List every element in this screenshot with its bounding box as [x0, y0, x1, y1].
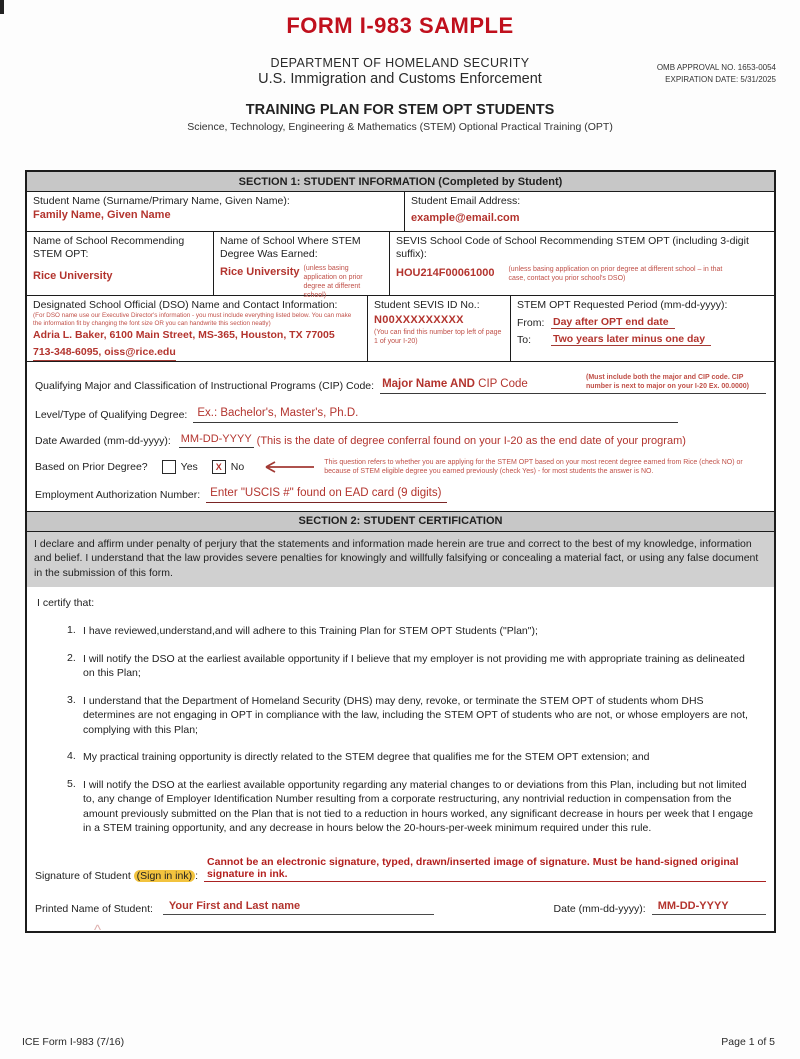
degree-level-value: Ex.: Bachelor's, Master's, Ph.D.	[197, 406, 359, 419]
signature-label-colon: :	[195, 869, 199, 882]
item-number: 5.	[67, 777, 76, 790]
cip-label: Qualifying Major and Classification of Instructional Programs (CIP) Code:	[35, 380, 375, 393]
row-schools	[27, 232, 774, 299]
item-number: 4.	[67, 750, 76, 763]
sevis-code-value: HOU214F00061000	[396, 267, 495, 280]
section1-header: SECTION 1: STUDENT INFORMATION (Completed by Student)	[27, 172, 774, 192]
item-number: 2.	[67, 651, 76, 664]
signature-row	[27, 844, 774, 886]
opt-period-to-label: To:	[517, 334, 532, 347]
printed-name-field[interactable]: Your First and Last name	[163, 900, 434, 915]
item-number: 1.	[67, 624, 76, 637]
stray-caret-mark: ^	[94, 922, 102, 939]
certify-intro: I certify that:	[37, 597, 95, 610]
agency-line: U.S. Immigration and Customs Enforcement	[258, 71, 542, 87]
qualifying-degree-block	[27, 362, 774, 511]
cip-value-pre: Major Name	[382, 377, 451, 390]
prior-degree-label: Based on Prior Degree?	[35, 460, 148, 473]
item-number: 3.	[67, 693, 76, 706]
date-awarded-line	[35, 432, 766, 448]
dso-value-line1: Adria L. Baker, 6100 Main Street, MS-365, Houston, TX 77005	[33, 328, 335, 341]
school-degree-note: (unless basing application on prior degree at different school)	[303, 265, 363, 299]
opt-period-to-value[interactable]: Two years later minus one day	[551, 333, 711, 346]
sevis-id-note: (You can find this number top left of page 1 of your I-20)	[374, 329, 502, 346]
ean-value[interactable]: Enter "USCIS #" found on EAD card (9 digits)	[206, 486, 447, 503]
dso-note: (For DSO name use our Executive Director's information - you must include everything listed below. You can make the information fit by changing the font size OR you can handwrite this section neatly)	[33, 312, 352, 327]
certification-item	[67, 694, 762, 737]
signature-field[interactable]: Cannot be an electronic signature, typed, drawn/inserted image of signature. Must be hand-signed original signature in ink.	[204, 856, 766, 882]
sevis-id-label: Student SEVIS ID No.:	[374, 299, 480, 311]
student-name-value: Family Name, Given Name	[33, 209, 171, 222]
student-email-label: Student Email Address:	[411, 195, 521, 207]
page-title: FORM I-983 SAMPLE	[286, 13, 514, 38]
student-name-label: Student Name (Surname/Primary Name, Given Name):	[33, 195, 290, 207]
student-email-value: example@email.com	[411, 212, 520, 225]
opt-period-from-value[interactable]: Day after OPT end date	[551, 316, 675, 329]
date-field[interactable]: MM-DD-YYYY	[652, 900, 766, 915]
date-awarded-value[interactable]: MM-DD-YYYY	[179, 432, 254, 448]
printed-name-label: Printed Name of Student:	[35, 902, 153, 915]
arrow-left-icon	[256, 460, 316, 474]
degree-level-label: Level/Type of Qualifying Degree:	[35, 409, 188, 422]
school-recommending-value: Rice University	[33, 270, 113, 283]
school-degree-cell	[214, 232, 390, 299]
date-label: Date (mm-dd-yyyy):	[553, 902, 646, 915]
form-title: TRAINING PLAN FOR STEM OPT STUDENTS	[245, 102, 555, 118]
cip-line	[35, 374, 766, 394]
certification-item	[67, 778, 762, 836]
certification-items	[37, 624, 764, 835]
dso-cell	[27, 296, 368, 361]
certification-block	[27, 587, 774, 843]
row-dso-period	[27, 296, 774, 362]
signature-label: Signature of Student	[35, 869, 134, 882]
item-text: I understand that the Department of Homeland Security (DHS) may deny, revoke, or terminate the STEM OPT of students whom DHS determines are not engaging in OPT in compliance with the law, including the STEM OPT of students who are not, or whose employers are not, complying with this Plan;	[83, 694, 748, 736]
date-awarded-note: (This is the date of degree conferral found on your I-20 as the end date of your program)	[256, 434, 686, 447]
cip-field[interactable]	[380, 374, 766, 394]
cip-value-and: AND	[450, 377, 475, 390]
prior-degree-no-checkbox[interactable]: X	[212, 460, 226, 474]
omb-expiration-date: EXPIRATION DATE: 5/31/2025	[665, 75, 776, 84]
opt-period-cell	[511, 296, 774, 361]
page-number: Page 1 of 5	[721, 1036, 775, 1048]
opt-period-from-label: From:	[517, 317, 545, 330]
prior-degree-no-label: No	[230, 461, 245, 474]
item-text: I will notify the DSO at the earliest available opportunity if I believe that my employer is not providing me with appropriate training as delineated on this Plan;	[83, 652, 745, 680]
degree-level-line	[35, 403, 766, 423]
item-text: My practical training opportunity is directly related to the STEM degree that qualifies me for the STEM OPT extension; and	[83, 751, 650, 764]
degree-level-field[interactable]	[193, 403, 678, 423]
dso-label: Designated School Official (DSO) Name and Contact Information:	[33, 299, 338, 311]
prior-degree-yes-label: Yes	[180, 461, 198, 474]
scan-edge-artifact	[0, 0, 4, 14]
item-text: I will notify the DSO at the earliest available opportunity regarding any material changes to or deviations from this Plan, including but not limited to, any change of Employer Identification Number resulting from a corporate restructuring, any nontrivial reduction in compensation from the amount previously submitted on the Plan that is not tied to a reduction in hours worked, any significant decrease in hours per week that I engage in a STEM training opportunity, and any decrease in hours below the 20-hours-per-week minimum required under this rule.	[83, 778, 754, 835]
cip-note: (Must include both the major and CIP code. CIP number is next to major on your I-20 Ex. 00.0000)	[586, 374, 749, 390]
sevis-code-cell	[390, 232, 774, 295]
omb-approval-block	[657, 62, 776, 86]
certification-item	[67, 750, 762, 764]
form-subtitle: Science, Technology, Engineering & Mathematics (STEM) Optional Practical Training (OPT)	[187, 121, 613, 133]
student-email-cell	[405, 192, 774, 231]
prior-degree-line	[35, 458, 766, 477]
row-name-email	[27, 192, 774, 232]
school-recommending-label: Name of School Recommending STEM OPT:	[33, 235, 185, 261]
sevis-code-label: SEVIS School Code of School Recommending STEM OPT (including 3-digit suffix):	[396, 235, 749, 261]
school-degree-value: Rice University	[220, 266, 300, 279]
section2-header: SECTION 2: STUDENT CERTIFICATION	[27, 511, 774, 532]
department-line: DEPARTMENT OF HOMELAND SECURITY	[270, 56, 530, 70]
dso-value-line2: 713-348-6095, oiss@rice.edu	[33, 346, 176, 361]
certification-item	[67, 652, 762, 681]
form-footer-left: ICE Form I-983 (7/16)	[22, 1036, 125, 1048]
prior-degree-note: This question refers to whether you are applying for the STEM OPT based on your most recent degree earned from Rice (check NO) or because of STEM eligible degree you earned previously (check Yes) - for most students the answer is NO.	[324, 458, 743, 476]
ean-label: Employment Authorization Number:	[35, 489, 201, 502]
sign-in-ink-highlight: (Sign in ink)	[134, 870, 195, 882]
cip-value-post: CIP Code	[474, 377, 528, 390]
omb-approval-no: OMB APPROVAL NO. 1653-0054	[656, 63, 776, 72]
prior-degree-yes-checkbox[interactable]	[162, 460, 176, 474]
item-text: I have reviewed,understand,and will adhere to this Training Plan for STEM OPT Students ("Plan");	[83, 625, 538, 638]
affirmation-text: I declare and affirm under penalty of perjury that the statements and information made herein are true and correct to the best of my knowledge, information and belief. I understand that the law provides severe penalties for knowingly and willfully falsifying or concealing a material fact, or using any false document in the submission of this form.	[27, 532, 774, 587]
form-table	[25, 170, 776, 933]
date-awarded-label: Date Awarded (mm-dd-yyyy):	[35, 434, 171, 447]
student-name-cell	[27, 192, 405, 231]
sevis-code-note: (unless basing application on prior degree at different school – in that case, contact you prior school's DSO)	[508, 266, 723, 282]
opt-period-label: STEM OPT Requested Period (mm-dd-yyyy):	[517, 299, 728, 311]
school-recommending-cell	[27, 232, 214, 295]
ean-line	[35, 486, 766, 503]
certification-item	[67, 624, 762, 638]
school-degree-label: Name of School Where STEM Degree Was Earned:	[220, 235, 361, 261]
sevis-id-value: N00XXXXXXXXX	[374, 314, 464, 327]
printed-name-row	[27, 886, 774, 931]
sevis-id-cell	[368, 296, 511, 361]
